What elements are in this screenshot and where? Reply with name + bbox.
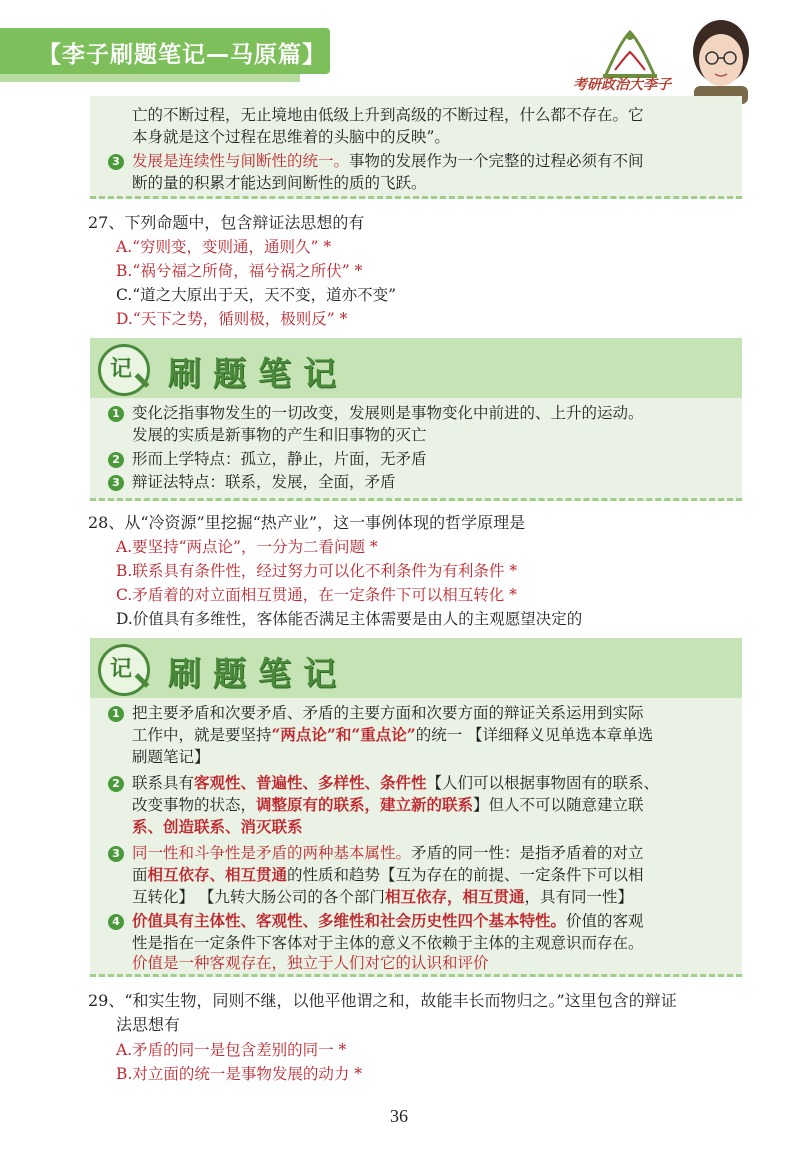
note-text: 把主要矛盾和次要矛盾、矛盾的主要方面和次要方面的辩证关系运用到实际 bbox=[132, 704, 644, 722]
question-29-stem: 29、“和实生物，同则不继，以他平他谓之和，故能丰长而物归之。”这里包含的辩证 bbox=[88, 991, 677, 1010]
note-line: 断的量的积累才能达到间断性的质的飞跃。 bbox=[132, 174, 427, 192]
highlight-text: 同一性和斗争性是矛盾的两种基本属性。 bbox=[132, 844, 412, 862]
question-29-stem-cont: 法思想有 bbox=[116, 1015, 181, 1034]
number-badge: 3 bbox=[108, 846, 124, 862]
note-text: ，具有同一性】 bbox=[524, 888, 633, 906]
question-28-option-b: B.联系具有条件性，经过努力可以化不利条件为有利条件 * bbox=[116, 562, 517, 580]
note-item-4 bbox=[108, 910, 644, 932]
brand-text: 考研政治大李子 bbox=[573, 77, 671, 93]
highlight-text: 发展是连续性与间断性的统一。 bbox=[132, 152, 350, 170]
note-line: 刷题笔记】 bbox=[132, 748, 210, 766]
note-text: 工作中，就是要坚持 bbox=[132, 726, 272, 744]
note-text: 价值的客观 bbox=[566, 912, 644, 930]
note-line bbox=[132, 724, 653, 746]
note-text: 】但人不可以随意建立联 bbox=[473, 796, 644, 814]
note-text: 互转化】 【九转大肠公司的各个部门 bbox=[132, 888, 385, 906]
note-item-3 bbox=[108, 150, 644, 172]
highlight-text: 相互依存，相互贯通 bbox=[384, 887, 525, 906]
note-text: 的性质和趋势【互为存在的前提、一定条件下可以相 bbox=[287, 866, 644, 884]
number-badge: 2 bbox=[108, 776, 124, 792]
note-item-1 bbox=[108, 702, 644, 724]
note-item-2 bbox=[108, 448, 427, 470]
note-item-3 bbox=[108, 842, 644, 864]
question-27-option-c: C.“道之大原出于天，天不变，道亦不变” bbox=[116, 286, 397, 304]
note-line: 价值是一种客观存在，独立于人们对它的认识和评价 bbox=[132, 954, 489, 972]
notes-banner bbox=[90, 338, 742, 398]
note-text: 改变事物的状态， bbox=[132, 796, 257, 814]
number-badge: 4 bbox=[108, 914, 124, 930]
note-line: 系、创造联系、消灭联系 bbox=[132, 817, 303, 836]
highlight-text: 调整原有的联系，建立新的联系 bbox=[256, 795, 474, 814]
number-badge: 3 bbox=[108, 154, 124, 170]
notes-title: 刷题笔记 bbox=[168, 354, 348, 393]
question-28-option-c: C.矛盾着的对立面相互贯通，在一定条件下可以相互转化 * bbox=[116, 586, 517, 604]
highlight-text: 客观性、普遍性、多样性、条件性 bbox=[194, 773, 427, 792]
notes-title: 刷题笔记 bbox=[168, 654, 348, 693]
question-27-option-d: D.“天下之势，循则极，极则反” * bbox=[116, 310, 348, 328]
note-line bbox=[132, 886, 633, 908]
note-line: 本身就是这个过程在思维着的头脑中的反映”。 bbox=[132, 128, 450, 146]
note-line: 性是指在一定条件下客体对于主体的意义不依赖于主体的主观意识而存在。 bbox=[132, 934, 644, 952]
note-text: 【人们可以根据事物固有的联系、 bbox=[426, 774, 660, 792]
note-line: 亡的不断过程，无止境地由低级上升到高级的不断过程，什么都不存在。它 bbox=[132, 106, 644, 124]
note-line bbox=[132, 794, 644, 816]
question-29-option-b: B.对立面的统一是事物发展的动力 * bbox=[116, 1065, 362, 1083]
note-line bbox=[132, 864, 644, 886]
question-29-option-a: A.矛盾的同一是包含差别的同一 * bbox=[116, 1041, 347, 1059]
note-text: 面 bbox=[132, 866, 148, 884]
note-text: 变化泛指事物发生的一切改变，发展则是事物变化中前进的、上升的运动。 bbox=[132, 404, 644, 422]
page-number: 36 bbox=[390, 1106, 408, 1126]
highlight-text: 价值具有主体性、客观性、多维性和社会历史性四个基本特性。 bbox=[132, 911, 567, 930]
question-28-option-a: A.要坚持“两点论”，一分为二看问题 * bbox=[116, 538, 378, 556]
question-27-stem: 27、下列命题中，包含辩证法思想的有 bbox=[88, 213, 365, 232]
number-badge: 3 bbox=[108, 475, 124, 491]
header-title: 【李子刷题笔记—马原篇】 bbox=[38, 42, 326, 68]
highlight-text: 相互依存、相互贯通 bbox=[147, 865, 288, 884]
highlight-text: “两点论”和“重点论” bbox=[271, 725, 416, 744]
number-badge: 1 bbox=[108, 406, 124, 422]
note-text: 联系具有 bbox=[132, 774, 195, 792]
question-28-stem: 28、从“冷资源”里挖掘“热产业”，这一事例体现的哲学原理是 bbox=[88, 513, 526, 532]
note-box-continued bbox=[90, 96, 742, 199]
number-badge: 1 bbox=[108, 706, 124, 722]
question-27-option-b: B.“祸兮福之所倚，福兮祸之所伏” * bbox=[116, 262, 363, 280]
note-text: 形而上学特点：孤立，静止，片面，无矛盾 bbox=[132, 450, 427, 468]
number-badge: 2 bbox=[108, 452, 124, 468]
note-line: 发展的实质是新事物的产生和旧事物的灭亡 bbox=[132, 426, 427, 444]
note-item-3 bbox=[108, 471, 396, 493]
notes-badge: 记 bbox=[110, 656, 133, 682]
note-text: 辩证法特点：联系，发展，全面，矛盾 bbox=[132, 473, 396, 491]
note-box-1 bbox=[90, 398, 742, 501]
note-text: 的统一 【详细释义见单选本章单选 bbox=[415, 726, 654, 744]
note-item-2 bbox=[108, 772, 659, 794]
question-27-option-a: A.“穷则变，变则通，通则久” * bbox=[116, 238, 332, 256]
notes-banner bbox=[90, 638, 742, 698]
notes-badge: 记 bbox=[110, 356, 133, 382]
note-text: 矛盾的同一性：是指矛盾着的对立 bbox=[411, 844, 644, 862]
note-box-2 bbox=[90, 698, 742, 977]
question-28-option-d: D.价值具有多维性，客体能否满足主体需要是由人的主观愿望决定的 bbox=[116, 610, 583, 628]
header-bar-shadow bbox=[0, 74, 300, 82]
note-text: 事物的发展作为一个完整的过程必须有不间 bbox=[349, 152, 644, 170]
avatar bbox=[680, 12, 762, 104]
note-item-1 bbox=[108, 402, 644, 424]
